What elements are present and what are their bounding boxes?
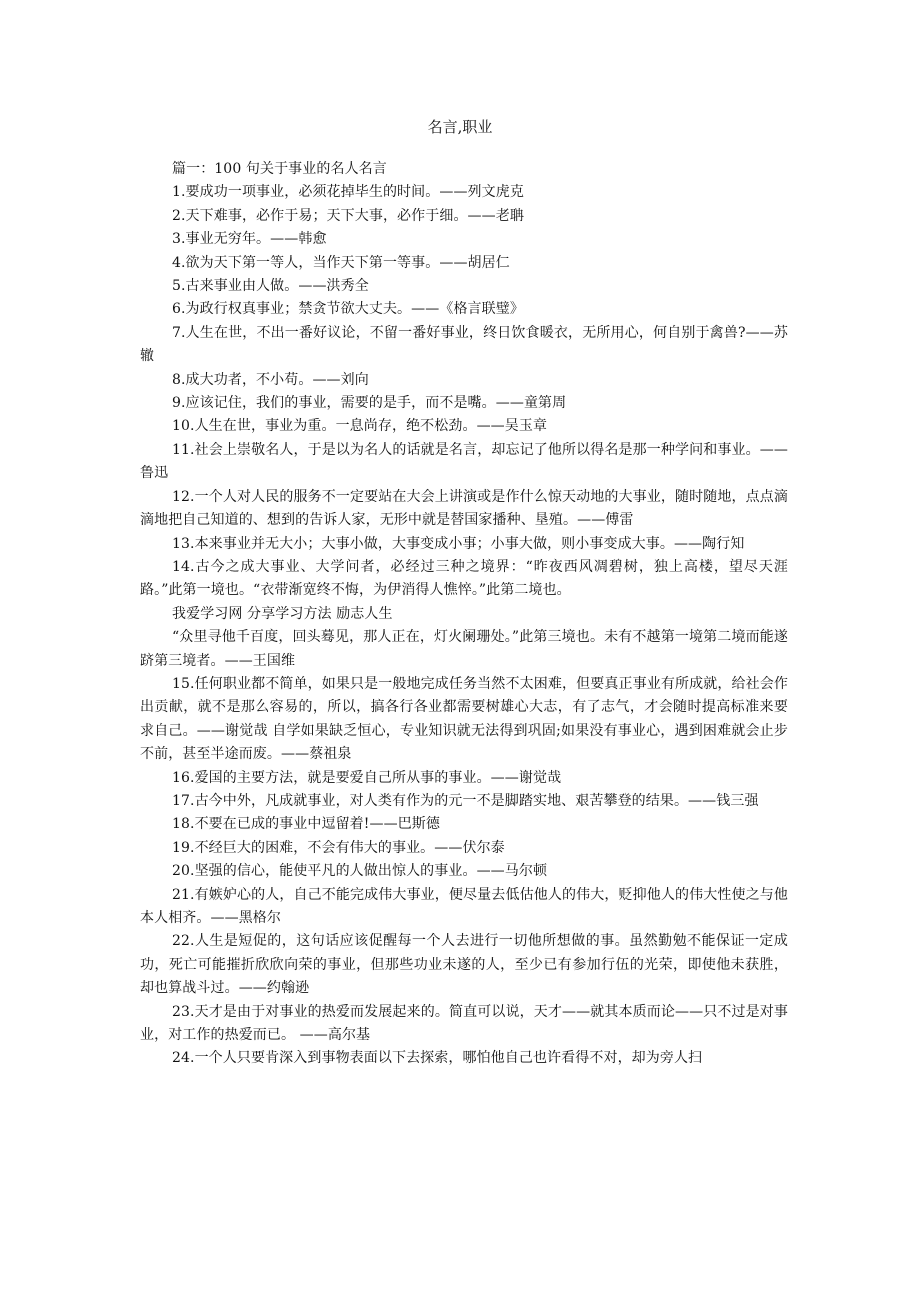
quote-paragraph: 10.人生在世，事业为重。一息尚存，绝不松劲。——吴玉章	[172, 418, 548, 435]
quote-paragraph: 21.有嫉妒心的人，自己不能完成伟大事业，便尽量去低估他人的伟大，贬抑他人的伟大性使之与他本人相齐。——黑格尔	[140, 886, 788, 926]
quote-paragraph: 23.天才是由于对事业的热爱而发展起来的。简直可以说，天才——就其本质而论——只不过是对事业，对工作的热爱而已。 ——高尔基	[140, 1003, 788, 1044]
quote-paragraph: 6.为政行权真事业；禁贪节欲大丈夫。——《格言联璧》	[172, 301, 524, 318]
quote-paragraph: 15.任何职业都不简单，如果只是一般地完成任务当然不太困难，但要真正事业有所成就，给社会作出贡献，就不是那么容易的，所以，搞各行各业都需要树雄心大志，有了志气，才会随时提高标准来要求自己。——谢觉哉 自学如果缺乏恒心，专业知识就无法得到巩固;如果没有事业心，遇到困难就会止步不前，甚至半途而废。——蔡祖泉	[140, 675, 788, 763]
quote-paragraph: 4.欲为天下第一等人，当作天下第一等事。——胡居仁	[172, 254, 510, 271]
quote-paragraph: 17.古今中外，凡成就事业，对人类有作为的元一不是脚踏实地、艰苦攀登的结果。——钱三强	[172, 792, 759, 809]
quote-paragraph: 11.社会上崇敬名人，于是以为名人的话就是名言，却忘记了他所以得名是那一种学问和事业。——鲁迅	[140, 441, 788, 482]
quote-paragraph: 5.古来事业由人做。——洪秀全	[172, 278, 369, 295]
quote-paragraph: 3.事业无穷年。——韩愈	[172, 231, 327, 248]
quote-paragraph: 13.本来事业并无大小；大事小做，大事变成小事；小事大做，则小事变成大事。——陶行知	[172, 535, 745, 552]
quote-paragraph: “众里寻他千百度，回头蓦见，那人正在，灯火阑珊处。”此第三境也。未有不越第一境第二境而能遂跻第三境者。——王国维	[140, 629, 788, 669]
document-body	[140, 158, 788, 1071]
quote-paragraph: 14.古今之成大事业、大学问者，必经过三种之境界：“昨夜西风凋碧树，独上高楼，望尽天涯路。”此第一境也。“衣带渐宽终不悔，为伊消得人憔悴。”此第二境也。	[140, 558, 788, 599]
quote-paragraph: 12.一个人对人民的服务不一定要站在大会上讲演或是作什么惊天动地的大事业，随时随地，点点滴滴地把自己知道的、想到的告诉人家，无形中就是替国家播种、垦殖。——傅雷	[140, 488, 788, 529]
quote-paragraph: 9.应该记住，我们的事业，需要的是手，而不是嘴。——童第周	[172, 395, 567, 412]
quote-paragraph: 22.人生是短促的，这句话应该促醒每一个人去进行一切他所想做的事。虽然勤勉不能保证一定成功，死亡可能摧折欣欣向荣的事业，但那些功业未遂的人，至少已有参加行伍的光荣，即使他未获胜，却也算战斗过。——约翰逊	[140, 933, 788, 997]
quote-paragraph: 16.爱国的主要方法，就是要爱自己所从事的事业。——谢觉哉	[172, 769, 562, 786]
quote-paragraph: 2.天下难事，必作于易；天下大事，必作于细。——老聃	[172, 207, 524, 224]
quote-paragraph: 20.坚强的信心，能使平凡的人做出惊人的事业。——马尔顿	[172, 863, 548, 880]
quote-paragraph: 24.一个人只要肯深入到事物表面以下去探索，哪怕他自己也许看得不对，却为旁人扫	[172, 1050, 703, 1067]
quote-paragraph: 18.不要在已成的事业中逗留着!——巴斯德	[172, 816, 440, 833]
quote-paragraph: 8.成大功者，不小苟。——刘向	[172, 371, 369, 388]
quote-paragraph: 1.要成功一项事业，必须花掉毕生的时间。——列文虎克	[172, 184, 524, 201]
quote-paragraph: 7.人生在世，不出一番好议论，不留一番好事业，终日饮食暖衣，无所用心，何自别于禽兽?——苏辙	[140, 324, 788, 365]
paragraph-heading: 篇一：100 句关于事业的名人名言	[172, 161, 387, 177]
quote-paragraph: 19.不经巨大的困难，不会有伟大的事业。——伏尔泰	[172, 839, 505, 856]
document-title: 名言,职业	[427, 118, 493, 136]
watermark-line: 我爱学习网 分享学习方法 励志人生	[172, 605, 393, 622]
